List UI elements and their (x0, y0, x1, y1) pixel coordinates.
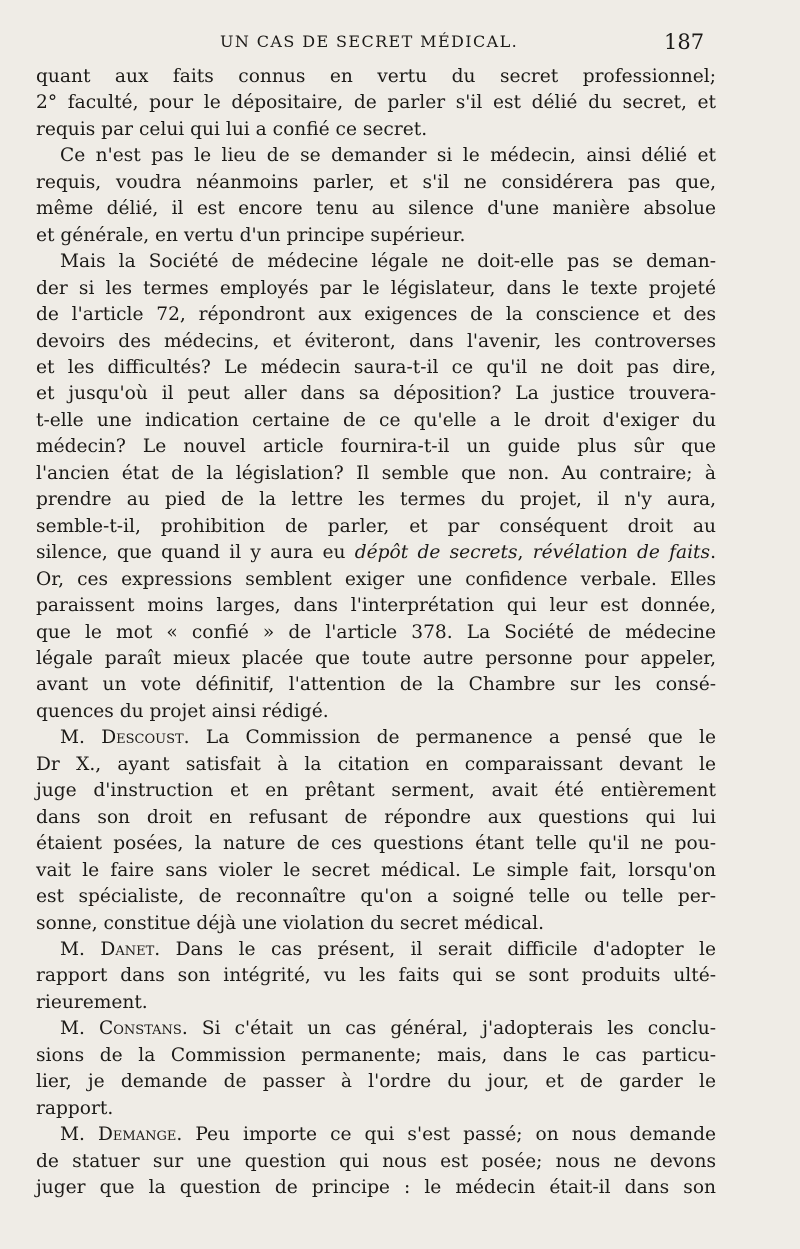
text-line: rieurement. (36, 991, 148, 1013)
text-line: lier, je demande de passer à l'ordre du jour, et de garder le (36, 1071, 716, 1093)
text-line: Or, ces expressions semblent exiger une confidence verbale. Elles (36, 568, 716, 590)
text-line: avant un vote définitif, l'attention de la Chambre sur les consé- (36, 674, 716, 696)
text-line: devoirs des médecins, et éviteront, dans l'avenir, les controverses (36, 330, 716, 352)
text-line: Ce n'est pas le lieu de se demander si le médecin, ainsi délié et (60, 145, 716, 167)
text-line: est spécialiste, de reconnaître qu'on a soigné telle ou telle per- (36, 886, 716, 908)
speaker-line (36, 1016, 716, 1042)
text-line: paraissent moins larges, dans l'interprétation qui leur est donnée, (36, 595, 716, 617)
text-line: semble-t-il, prohibition de parler, et par conséquent droit au (36, 515, 716, 537)
speaker-name-danet: Danet. (100, 938, 161, 960)
text-line: juger que la question de principe : le médecin était-il dans son (36, 1177, 716, 1199)
text-line: juge d'instruction et en prêtant serment, avait été entièrement (36, 780, 716, 802)
text-line: t-elle une indication certaine de ce qu'elle a le droit d'exiger du (36, 409, 716, 431)
text-line-with-italics (36, 540, 716, 566)
text-line: l'ancien état de la législation? Il semble que non. Au contraire; à (36, 462, 716, 484)
text-line: et générale, en vertu d'un principe supérieur. (36, 224, 466, 246)
text-line: et les difficultés? Le médecin saura-t-il ce qu'il ne doit pas dire, (36, 356, 716, 378)
text-line: sonne, constitue déjà une violation du secret médical. (36, 912, 544, 934)
text-line: 2° faculté, pour le dépositaire, de parler s'il est délié du secret, et (36, 92, 716, 114)
text-line: requis, voudra néanmoins parler, et s'il ne considérera pas que, (36, 171, 716, 193)
text-line: vait le faire sans violer le secret médical. Le simple fait, lorsqu'on (36, 859, 716, 881)
body-text (36, 64, 716, 1201)
text-line: rapport. (36, 1097, 114, 1119)
text-line: requis par celui qui lui a confié ce secret. (36, 118, 428, 140)
page-header (0, 30, 800, 60)
speaker-line (36, 725, 716, 751)
text-line: de statuer sur une question qui nous est posée; nous ne devons (36, 1150, 716, 1172)
text-segment: Dans le cas présent, il serait difficile d'adopter le (175, 938, 716, 960)
speaker-name-constans: Constans. (99, 1018, 188, 1040)
text-segment: La Commission de permanence a pensé que le (205, 727, 716, 749)
speaker-line (36, 1122, 716, 1148)
text-segment: Peu importe ce qui s'est passé; on nous demande (195, 1124, 716, 1146)
text-line: même délié, il est encore tenu au silence d'une manière absolue (36, 198, 716, 220)
speaker-name-descoust: Descoust. (101, 727, 190, 749)
speaker-title: M. (60, 727, 85, 749)
text-line: médecin? Le nouvel article fournira-t-il un guide plus sûr que (36, 436, 716, 458)
text-segment: silence, que quand il y aura eu (36, 542, 346, 564)
text-line: légale paraît mieux placée que toute autre personne pour appeler, (36, 647, 716, 669)
text-line: quant aux faits connus en vertu du secret professionnel; (36, 66, 716, 87)
text-line: Mais la Société de médecine légale ne doit-elle pas se deman- (60, 251, 716, 273)
text-line: der si les termes employés par le législateur, dans le texte projeté (36, 277, 716, 299)
text-line (36, 752, 716, 778)
text-line: prendre au pied de la lettre les termes du projet, il n'y aura, (36, 489, 716, 511)
punctuation: . (710, 542, 716, 564)
page-number: 187 (664, 30, 705, 54)
text-line: sions de la Commission permanente; mais, dans le cas particu- (36, 1044, 716, 1066)
text-line: rapport dans son intégrité, vu les faits qui se sont produits ulté- (36, 965, 716, 987)
speaker-title: M. (60, 1018, 85, 1040)
text-line: quences du projet ainsi rédigé. (36, 700, 329, 722)
text-line: étaient posées, la nature de ces questions étant telle qu'il ne pou- (36, 833, 716, 855)
speaker-name-demange: Demange. (98, 1124, 183, 1146)
text-line: et jusqu'où il peut aller dans sa déposition? La justice trouvera- (36, 383, 716, 405)
text-segment: Si c'était un cas général, j'adopterais les conclu- (201, 1018, 716, 1040)
speaker-line (36, 937, 716, 963)
running-title: UN CAS DE SECRET MÉDICAL. (220, 32, 519, 51)
text-segment: X., ayant satisfait à la citation en comparaissant devant le (76, 753, 716, 775)
italic-phrase: dépôt de secrets (354, 542, 518, 564)
speaker-title: M. (60, 1124, 85, 1146)
text-line: que le mot « confié » de l'article 378. La Société de médecine (36, 621, 716, 643)
doctor-abbrev: Dr (36, 753, 60, 775)
italic-phrase: révélation de faits (532, 542, 711, 564)
speaker-title: M. (60, 938, 85, 960)
text-line: dans son droit en refusant de répondre aux questions qui lui (36, 806, 716, 828)
punctuation: , (517, 542, 533, 564)
text-line: de l'article 72, répondront aux exigences de la conscience et des (36, 304, 716, 326)
